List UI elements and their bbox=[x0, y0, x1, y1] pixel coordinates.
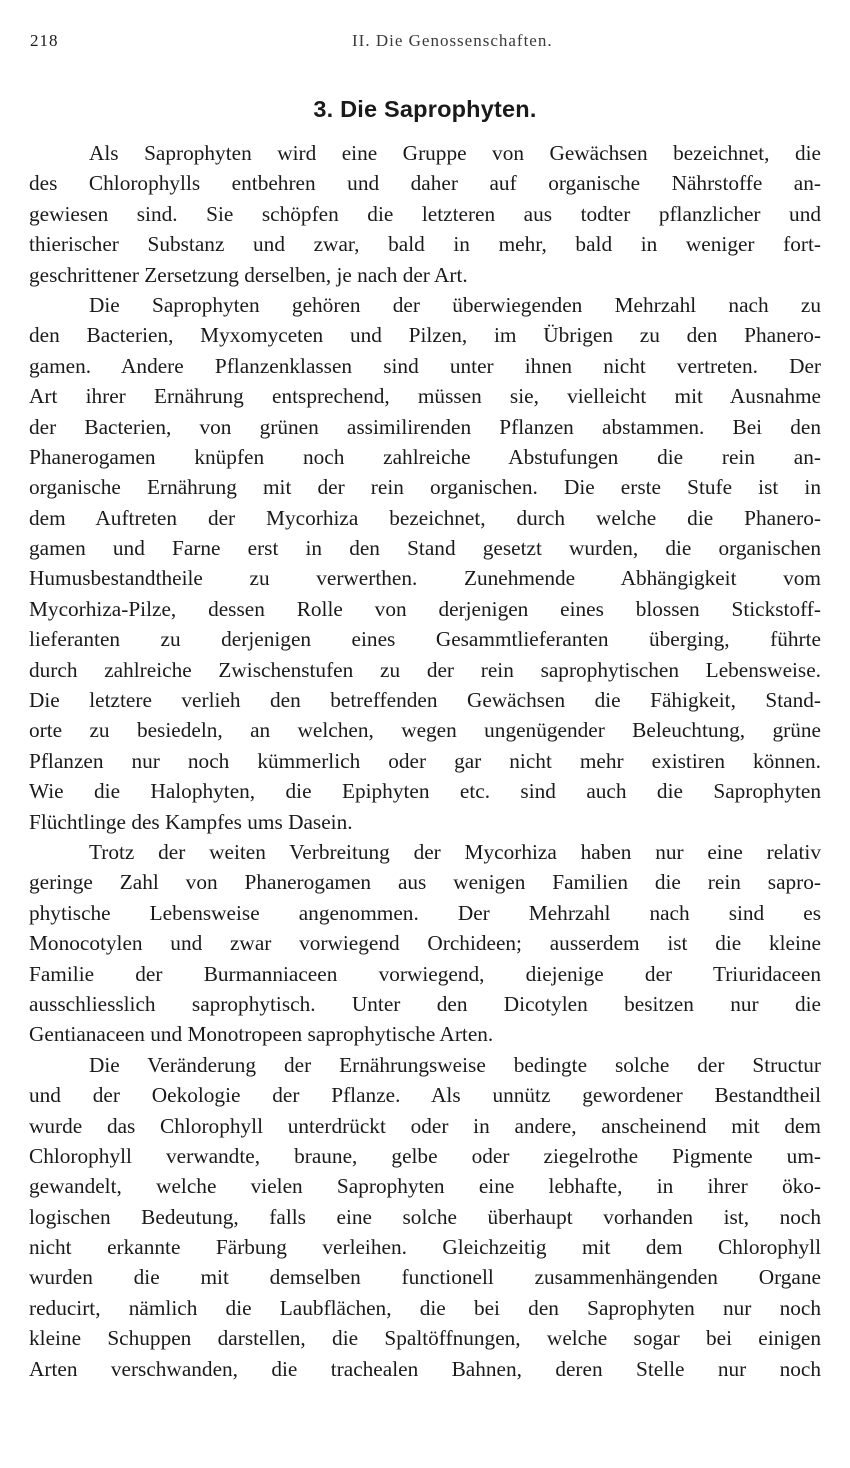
text-line: Flüchtlinge des Kampfes ums Dasein. bbox=[29, 809, 353, 834]
text-line: gamen und Farne erst in den Stand gesetzt wurden, die organischen bbox=[29, 536, 821, 561]
text-line: kleine Schuppen darstellen, die Spaltöffnungen, welche sogar bei einigen bbox=[29, 1326, 821, 1351]
page-number: 218 bbox=[30, 31, 59, 50]
text-line: gamen. Andere Pflanzenklassen sind unter ihnen nicht vertreten. Der bbox=[29, 353, 821, 378]
text-line: geringe Zahl von Phanerogamen aus wenigen Familien die rein sapro- bbox=[29, 870, 821, 895]
text-line: des Chlorophylls entbehren und daher auf organische Nährstoffe an- bbox=[29, 171, 821, 196]
paragraph bbox=[29, 138, 821, 290]
text-line: reducirt, nämlich die Laubflächen, die bei den Saprophyten nur noch bbox=[29, 1295, 821, 1320]
text-line: den Bacterien, Myxomyceten und Pilzen, im Übrigen zu den Phanero- bbox=[29, 323, 821, 348]
text-line: Humusbestandtheile zu verwerthen. Zunehmende Abhängigkeit vom bbox=[29, 566, 821, 591]
text-line: lieferanten zu derjenigen eines Gesammtlieferanten überging, führte bbox=[29, 627, 821, 652]
text-line: Mycorhiza-Pilze, dessen Rolle von derjenigen eines blossen Stickstoff- bbox=[29, 596, 821, 621]
text-line: Gentianaceen und Monotropeen saprophytische Arten. bbox=[29, 1022, 494, 1047]
running-head bbox=[30, 31, 830, 55]
text-line: Die Saprophyten gehören der überwiegenden Mehrzahl nach zu bbox=[89, 292, 821, 317]
text-line: organische Ernährung mit der rein organischen. Die erste Stufe ist in bbox=[29, 475, 821, 500]
text-line: ausschliesslich saprophytisch. Unter den Dicotylen besitzen nur die bbox=[29, 991, 821, 1016]
text-line: Wie die Halophyten, die Epiphyten etc. sind auch die Saprophyten bbox=[29, 779, 821, 804]
text-line: Familie der Burmanniaceen vorwiegend, diejenige der Triuridaceen bbox=[29, 961, 821, 986]
text-line: Monocotylen und zwar vorwiegend Orchideen; ausserdem ist die kleine bbox=[29, 931, 821, 956]
text-line: und der Oekologie der Pflanze. Als unnütz gewordener Bestandtheil bbox=[29, 1083, 821, 1108]
paragraph bbox=[29, 290, 821, 837]
text-line: Als Saprophyten wird eine Gruppe von Gewächsen bezeichnet, die bbox=[89, 141, 821, 165]
text-line: phytische Lebensweise angenommen. Der Mehrzahl nach sind es bbox=[29, 900, 821, 925]
text-line: Die letztere verlieh den betreffenden Gewächsen die Fähigkeit, Stand- bbox=[29, 688, 821, 713]
text-line: der Bacterien, von grünen assimilirenden Pflanzen abstammen. Bei den bbox=[29, 414, 821, 439]
text-line: geschrittener Zersetzung derselben, je nach der Art. bbox=[29, 262, 468, 287]
text-line: Arten verschwanden, die trachealen Bahnen, deren Stelle nur noch bbox=[29, 1356, 821, 1381]
chapter-heading: II. Die Genossenschaften. bbox=[352, 31, 553, 50]
text-line: durch zahlreiche Zwischenstufen zu der rein saprophytischen Lebensweise. bbox=[29, 657, 821, 682]
text-line: dem Auftreten der Mycorhiza bezeichnet, durch welche die Phanero- bbox=[29, 505, 821, 530]
text-line: wurde das Chlorophyll unterdrückt oder in andere, anscheinend mit dem bbox=[29, 1113, 821, 1138]
text-line: Die Veränderung der Ernährungsweise bedingte solche der Structur bbox=[89, 1052, 821, 1077]
section-title: 3. Die Saprophyten. bbox=[313, 96, 537, 122]
text-line: Art ihrer Ernährung entsprechend, müssen sie, vielleicht mit Ausnahme bbox=[29, 384, 821, 409]
body-text bbox=[29, 138, 821, 1384]
text-line: thierischer Substanz und zwar, bald in mehr, bald in weniger fort- bbox=[29, 232, 821, 257]
text-line: logischen Bedeutung, falls eine solche überhaupt vorhanden ist, noch bbox=[29, 1204, 821, 1229]
text-line: gewandelt, welche vielen Saprophyten eine lebhafte, in ihrer öko- bbox=[29, 1174, 821, 1199]
text-line: orte zu besiedeln, an welchen, wegen ungenügender Beleuchtung, grüne bbox=[29, 718, 821, 743]
paragraph bbox=[29, 1050, 821, 1384]
paragraph bbox=[29, 837, 821, 1050]
text-line: Chlorophyll verwandte, braune, gelbe oder ziegelrothe Pigmente um- bbox=[29, 1143, 821, 1168]
text-line: wurden die mit demselben functionell zusammenhängenden Organe bbox=[29, 1265, 821, 1290]
text-line: nicht erkannte Färbung verleihen. Gleichzeitig mit dem Chlorophyll bbox=[29, 1235, 821, 1260]
text-line: Phanerogamen knüpfen noch zahlreiche Abstufungen die rein an- bbox=[29, 444, 821, 469]
text-line: Pflanzen nur noch kümmerlich oder gar nicht mehr existiren können. bbox=[29, 748, 821, 773]
text-line: Trotz der weiten Verbreitung der Mycorhiza haben nur eine relativ bbox=[89, 839, 821, 864]
text-line: gewiesen sind. Sie schöpfen die letzteren aus todter pflanzlicher und bbox=[29, 201, 821, 226]
